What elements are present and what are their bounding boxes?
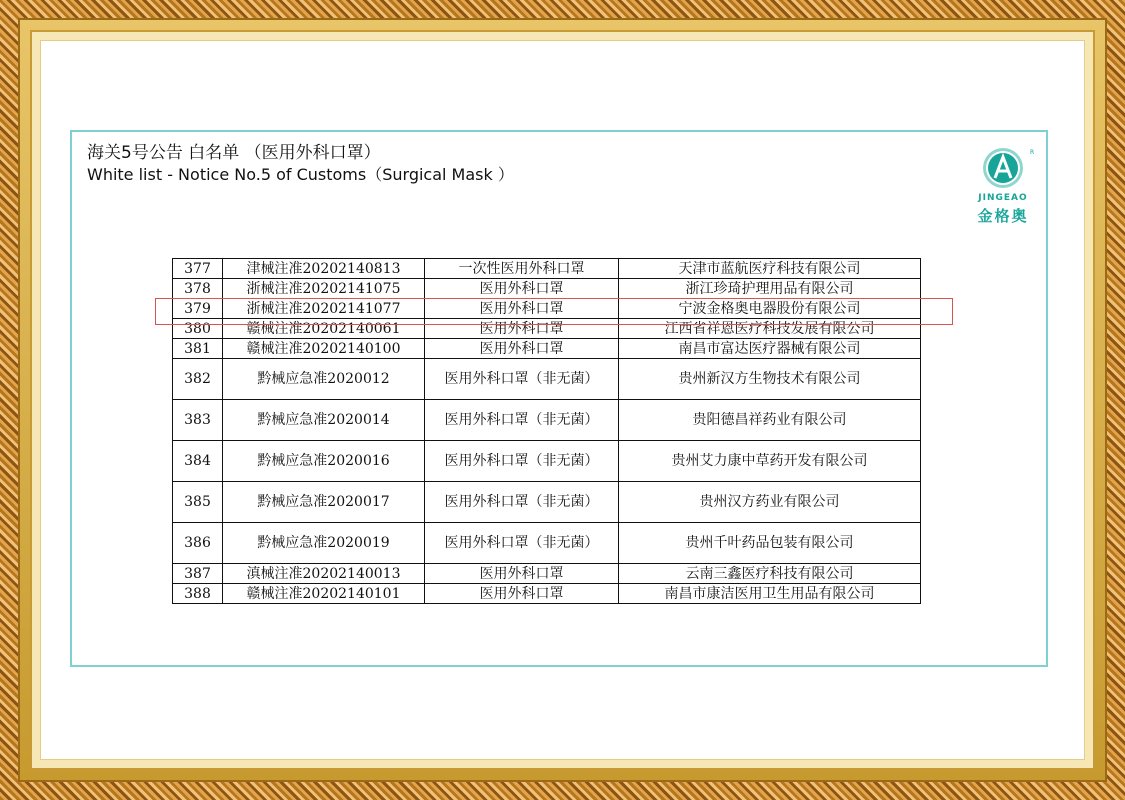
table-row	[173, 259, 921, 279]
company-name-cell: 江西省祥恩医疗科技发展有限公司	[619, 319, 921, 339]
company-name-cell: 天津市蓝航医疗科技有限公司	[619, 259, 921, 279]
product-name-cell: 医用外科口罩（非无菌）	[425, 523, 619, 564]
page-title-chinese: 海关5号公告 白名单 （医用外科口罩）	[87, 143, 381, 163]
row-number-cell: 382	[173, 359, 223, 400]
company-name-cell: 浙江珍琦护理用品有限公司	[619, 279, 921, 299]
table-row	[173, 441, 921, 482]
company-name-cell: 贵州千叶药品包装有限公司	[619, 523, 921, 564]
registration-number-cell: 黔械应急准2020017	[223, 482, 425, 523]
product-name-cell: 医用外科口罩（非无菌）	[425, 400, 619, 441]
table-row	[173, 319, 921, 339]
registration-number-cell: 黔械应急准2020012	[223, 359, 425, 400]
registration-number-cell: 赣械注准20202140100	[223, 339, 425, 359]
product-name-cell: 医用外科口罩	[425, 319, 619, 339]
page-title-english: White list - Notice No.5 of Customs（Surgical Mask ）	[87, 165, 514, 184]
product-name-cell: 医用外科口罩	[425, 584, 619, 604]
logo-text-english: JINGEAO	[978, 193, 1028, 203]
product-name-cell: 医用外科口罩	[425, 299, 619, 319]
row-number-cell: 385	[173, 482, 223, 523]
product-name-cell: 医用外科口罩	[425, 564, 619, 584]
company-name-cell: 南昌市康洁医用卫生用品有限公司	[619, 584, 921, 604]
company-name-cell: 贵州艾力康中草药开发有限公司	[619, 441, 921, 482]
table-row	[173, 482, 921, 523]
table-row	[173, 359, 921, 400]
row-number-cell: 384	[173, 441, 223, 482]
row-number-cell: 381	[173, 339, 223, 359]
whitelist-table-container	[172, 258, 922, 612]
row-number-cell: 377	[173, 259, 223, 279]
registration-number-cell: 赣械注准20202140101	[223, 584, 425, 604]
registration-number-cell: 黔械应急准2020014	[223, 400, 425, 441]
table-row	[173, 279, 921, 299]
company-name-cell: 云南三鑫医疗科技有限公司	[619, 564, 921, 584]
row-number-cell: 379	[173, 299, 223, 319]
registration-number-cell: 浙械注准20202141077	[223, 299, 425, 319]
table-row	[173, 584, 921, 604]
whitelist-table	[172, 258, 921, 604]
table-row-highlighted	[173, 299, 921, 319]
registration-number-cell: 赣械注准20202140061	[223, 319, 425, 339]
table-row	[173, 339, 921, 359]
product-name-cell: 医用外科口罩	[425, 339, 619, 359]
row-number-cell: 378	[173, 279, 223, 299]
row-number-cell: 383	[173, 400, 223, 441]
registered-mark: R	[1030, 149, 1035, 156]
registration-number-cell: 黔械应急准2020016	[223, 441, 425, 482]
product-name-cell: 医用外科口罩（非无菌）	[425, 482, 619, 523]
table-row	[173, 564, 921, 584]
company-name-cell: 南昌市富达医疗器械有限公司	[619, 339, 921, 359]
row-number-cell: 380	[173, 319, 223, 339]
jingeao-logo-icon	[968, 142, 1038, 194]
product-name-cell: 一次性医用外科口罩	[425, 259, 619, 279]
registration-number-cell: 浙械注准20202141075	[223, 279, 425, 299]
logo-text-chinese: 金格奥	[977, 207, 1029, 225]
table-row	[173, 400, 921, 441]
table-row	[173, 523, 921, 564]
company-name-cell: 贵阳德昌祥药业有限公司	[619, 400, 921, 441]
row-number-cell: 388	[173, 584, 223, 604]
product-name-cell: 医用外科口罩（非无菌）	[425, 359, 619, 400]
product-name-cell: 医用外科口罩	[425, 279, 619, 299]
registration-number-cell: 滇械注准20202140013	[223, 564, 425, 584]
company-name-cell: 宁波金格奥电器股份有限公司	[619, 299, 921, 319]
company-name-cell: 贵州新汉方生物技术有限公司	[619, 359, 921, 400]
company-name-cell: 贵州汉方药业有限公司	[619, 482, 921, 523]
registration-number-cell: 黔械应急准2020019	[223, 523, 425, 564]
product-name-cell: 医用外科口罩（非无菌）	[425, 441, 619, 482]
registration-number-cell: 津械注准20202140813	[223, 259, 425, 279]
row-number-cell: 387	[173, 564, 223, 584]
row-number-cell: 386	[173, 523, 223, 564]
